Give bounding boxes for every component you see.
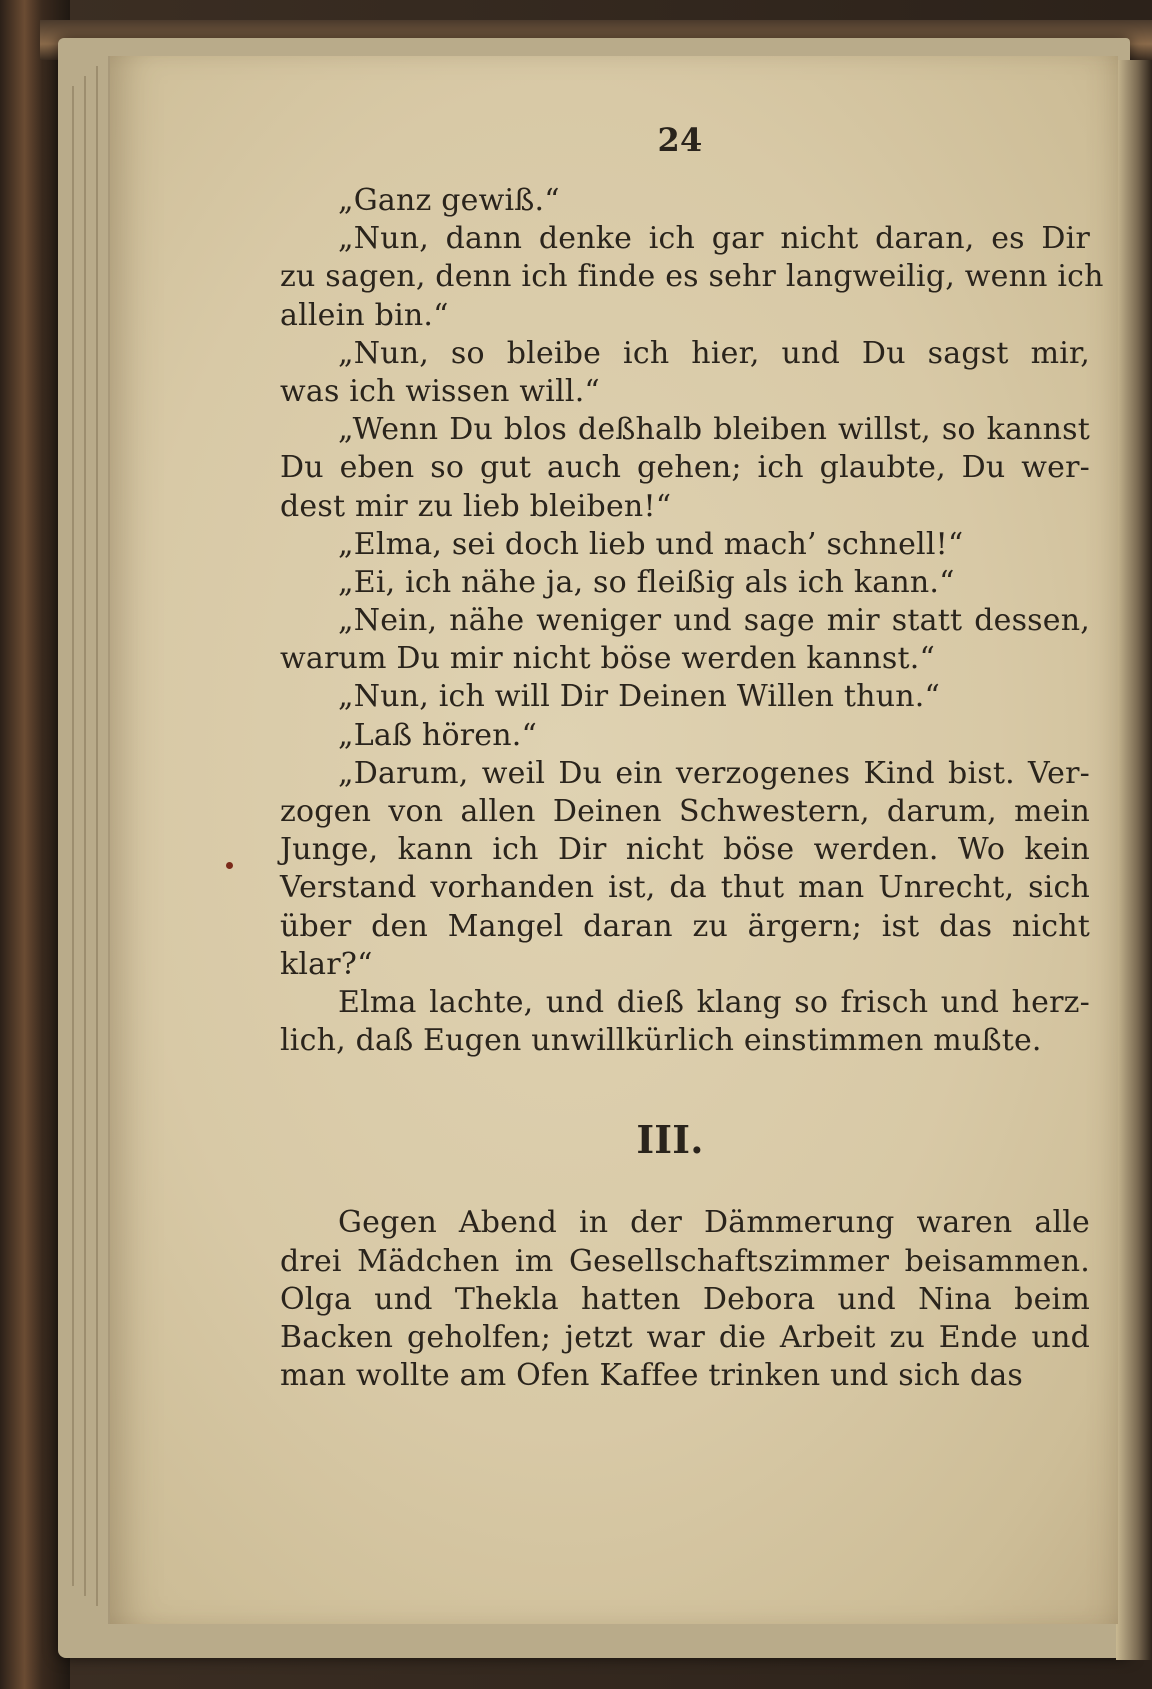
text-line: „Elma, sei doch lieb und mach’ schnell!“	[338, 526, 964, 562]
text-line: über den Mangel daran zu ärgern; ist das nicht	[280, 908, 1090, 944]
text-line: drei Mädchen im Gesellschaftszimmer beisammen.	[280, 1243, 1090, 1279]
paragraph	[280, 182, 1090, 220]
text-line: Gegen Abend in der Dämmerung waren alle	[338, 1205, 1090, 1241]
text-line: „Nun, ich will Dir Deinen Willen thun.“	[338, 679, 941, 715]
body-text-after	[280, 1204, 1090, 1395]
text-line: warum Du mir nicht böse werden kannst.“	[280, 641, 936, 677]
page-number: 24	[657, 121, 703, 159]
text-line: „Nun, so bleibe ich hier, und Du sagst mir,	[338, 335, 1090, 371]
text-line: Verstand vorhanden ist, da thut man Unrecht, sich	[280, 870, 1090, 906]
text-line: Du eben so gut auch gehen; ich glaubte, Du wer-	[280, 450, 1090, 486]
body-text-before	[280, 182, 1104, 1060]
text-line: zogen von allen Deinen Schwestern, darum, mein	[280, 794, 1090, 829]
text-line: allein bin.“	[280, 297, 449, 333]
text-line: „Nun, dann denke ich gar nicht daran, es Dir	[338, 221, 1090, 257]
paragraph	[280, 755, 1090, 984]
text-line: Junge, kann ich Dir nicht böse werden. Wo kein	[280, 832, 1090, 868]
text-line: „Laß hören.“	[338, 717, 537, 753]
paragraph	[280, 220, 1104, 335]
text-line: „Nein, nähe weniger und sage mir statt dessen,	[338, 603, 1090, 639]
paragraph	[280, 564, 1090, 602]
paragraph	[280, 411, 1090, 526]
text-line: „Ganz gewiß.“	[338, 183, 560, 218]
facing-page-edge	[1116, 60, 1152, 1660]
paragraph	[280, 1204, 1090, 1395]
paragraph	[280, 717, 1090, 755]
paragraph	[280, 526, 1090, 564]
text-line: „Darum, weil Du ein verzogenes Kind bist. Ver-	[338, 755, 1090, 791]
text-line: Backen geholfen; jetzt war die Arbeit zu Ende und	[280, 1319, 1090, 1355]
text-line: „Wenn Du blos deßhalb bleiben willst, so kannst	[338, 412, 1090, 448]
page-edge-line	[72, 86, 74, 1586]
ink-spot	[226, 862, 233, 869]
text-line: dest mir zu lieb bleiben!“	[280, 488, 672, 524]
paragraph	[280, 335, 1090, 411]
page-edge-line	[84, 76, 86, 1596]
chapter-heading: III.	[636, 1117, 704, 1163]
text-line: Olga und Thekla hatten Debora und Nina beim	[280, 1281, 1090, 1317]
text-line: man wollte am Ofen Kaffee trinken und sich das	[280, 1358, 1024, 1394]
paragraph	[280, 602, 1090, 678]
paragraph	[280, 984, 1090, 1060]
text-line: zu sagen, denn ich finde es sehr langweilig, wenn ich	[280, 259, 1104, 295]
text-line: Elma lachte, und dieß klang so frisch und herz-	[338, 984, 1090, 1020]
text-line: klar?“	[280, 946, 373, 982]
text-line: lich, daß Eugen unwillkürlich einstimmen mußte.	[280, 1023, 1042, 1059]
page-text	[280, 112, 1104, 1395]
paragraph	[280, 678, 1090, 716]
text-line: „Ei, ich nähe ja, so fleißig als ich kann.“	[338, 564, 955, 600]
page-edge-line	[96, 66, 98, 1606]
text-line: was ich wissen will.“	[280, 373, 600, 409]
